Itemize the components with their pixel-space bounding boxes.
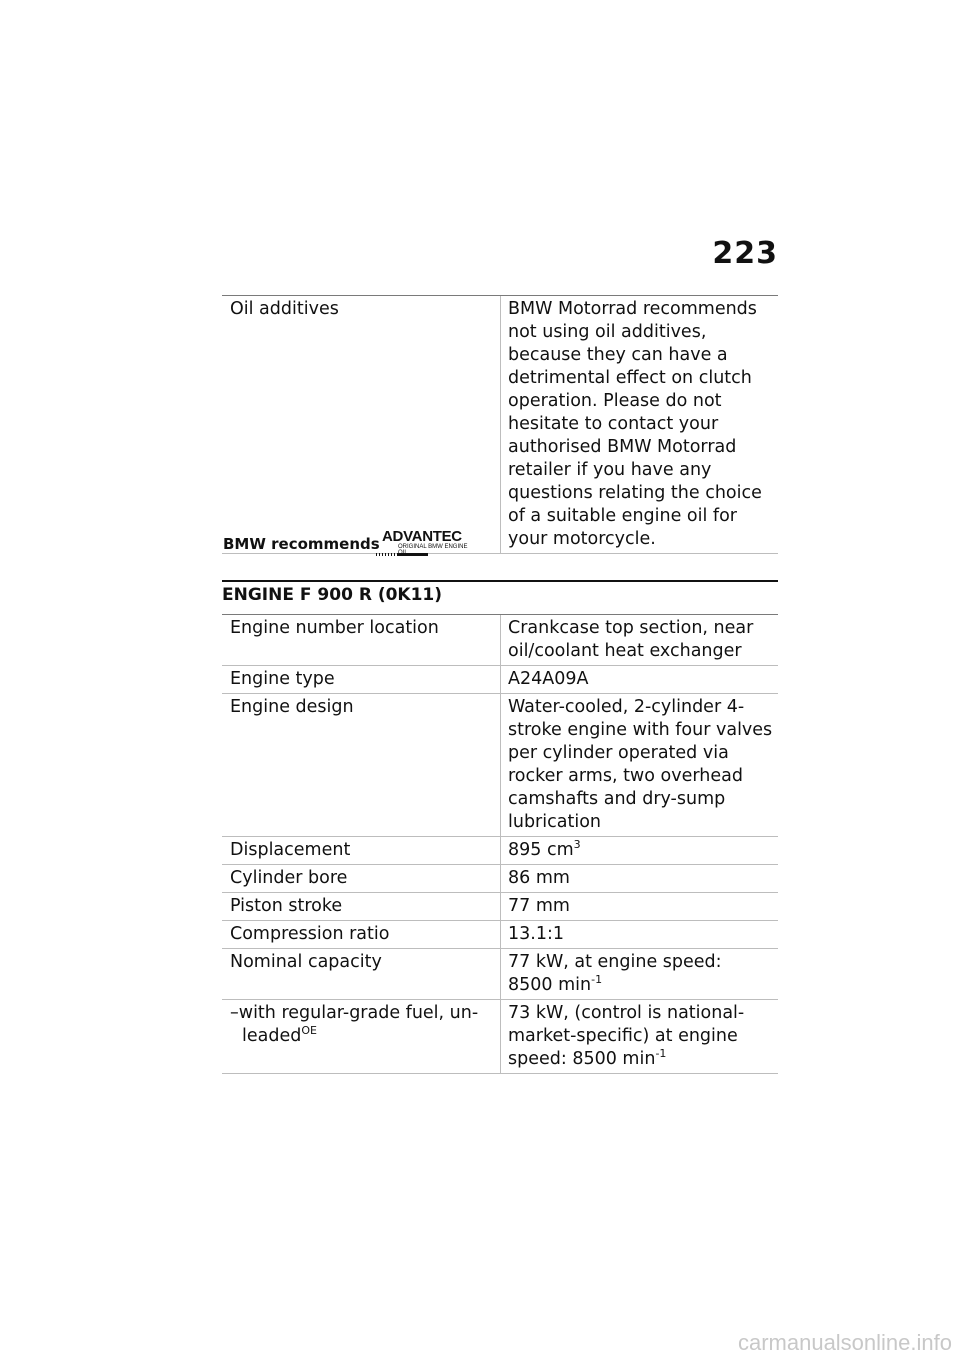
spec-label: Engine type (222, 666, 501, 694)
spec-label: Cylinder bore (222, 865, 501, 893)
spec-value: A24A09A (501, 666, 779, 694)
logo-subtitle: ORIGINAL BMW ENGINE (398, 544, 468, 550)
table-row (222, 615, 778, 666)
spec-label: Compression ratio (222, 921, 501, 949)
table-row (222, 1000, 778, 1074)
spec-label: Nominal capacity (222, 949, 501, 1000)
section-divider (222, 580, 778, 582)
spec-label: Engine design (222, 694, 501, 837)
spec-label (222, 1000, 501, 1074)
logo-title: ADVANTEC (382, 528, 462, 545)
spec-value: Water-cooled, 2-cylinder 4-stroke engine with four valves per cylinder operated via rocker arms, two overhead camshafts and dry-sump lubrication (501, 694, 779, 837)
table-row (222, 837, 778, 865)
spec-value: Crankcase top section, near oil/coolant heat exchanger (501, 615, 779, 666)
logo-stripe (398, 553, 428, 556)
table-row (222, 865, 778, 893)
spec-label: Piston stroke (222, 893, 501, 921)
table-row (222, 296, 778, 554)
watermark: carmanualsonline.info (737, 1330, 952, 1355)
engine-spec-table (222, 614, 778, 1074)
section-title: ENGINE F 900 R (0K11) (222, 585, 443, 605)
superscript: 3 (573, 838, 581, 851)
spec-value: BMW Motorrad recommends not using oil additives, because they can have a detrimental effect on clutch operation. Please do not hesitate to contact your authorised BMW Motorrad retailer if you have any questions relating the choice of a suitable engine oil for your motorcycle. (501, 296, 779, 554)
recommend-text: BMW recommends (223, 535, 380, 553)
spec-value: 86 mm (501, 865, 779, 893)
advantec-logo (376, 528, 476, 558)
table-row (222, 666, 778, 694)
table-row (222, 893, 778, 921)
value-line: 8500 min (508, 975, 592, 995)
spec-value (501, 1000, 779, 1074)
spec-label: Engine number location (222, 615, 501, 666)
label-line: leaded (242, 1026, 302, 1046)
table-row (222, 921, 778, 949)
value-text: 895 cm (508, 840, 574, 860)
table-row (222, 949, 778, 1000)
superscript: OE (301, 1024, 317, 1037)
spec-label: Displacement (222, 837, 501, 865)
page-number: 223 (712, 236, 778, 271)
table-row (222, 694, 778, 837)
superscript: -1 (655, 1047, 667, 1060)
spec-label: Oil additives (222, 296, 501, 554)
spec-value: 77 mm (501, 893, 779, 921)
label-line: –with regular-grade fuel, un- (230, 1003, 479, 1023)
value-line: 77 kW, at engine speed: (508, 952, 722, 972)
spec-value: 13.1:1 (501, 921, 779, 949)
spec-value (501, 837, 779, 865)
superscript: -1 (591, 973, 603, 986)
oil-additives-table (222, 295, 778, 554)
value-text: 73 kW, (control is national-market-specific) at engine speed: 8500 min (508, 1003, 745, 1069)
spec-value (501, 949, 779, 1000)
